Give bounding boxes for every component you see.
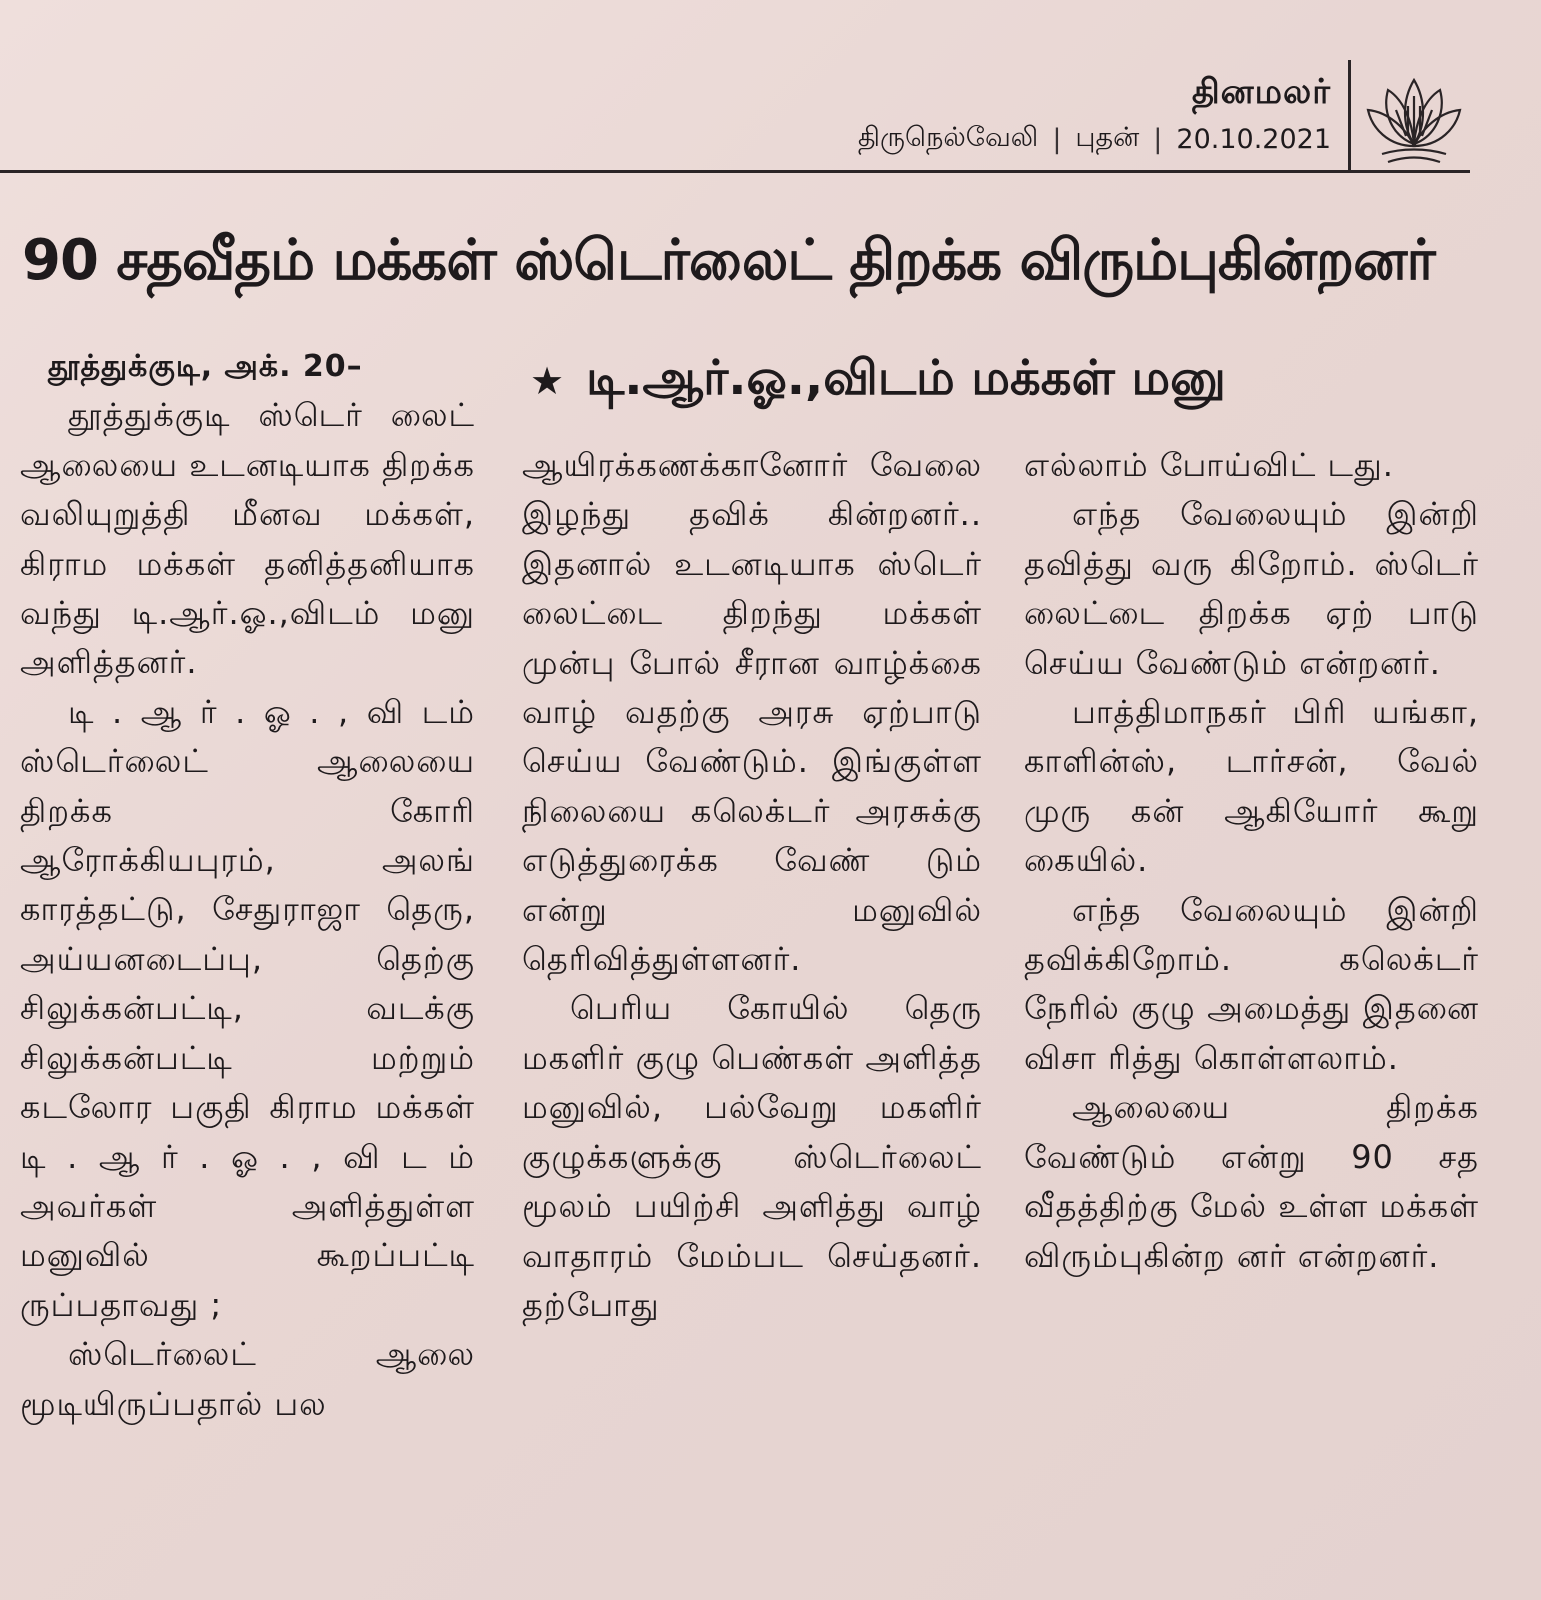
lotus-logo-icon [1362,66,1466,170]
article-column-2 [522,441,982,1330]
paragraph: ஆயிரக்கணக்கானோர் வேலை இழந்து தவிக் கின்றனர்.. இதனால் உடனடியாக ஸ்டெர் லைட்டை திறந்து மக்கள் முன்பு போல் சீரான வாழ்க்கை வாழ் வதற்கு அரசு ஏற்பாடு செய்ய வேண்டும். இங்குள்ள நிலையை கலெக்டர் அரசுக்கு எடுத்துரைக்க வேண் டும் என்று மனுவில் தெரிவித்துள்ளனர். [522,446,982,979]
masthead-rule [0,170,1470,173]
edition-separator: | [1153,124,1163,155]
edition-date: 20.10.2021 [1176,124,1331,155]
newspaper-name: தினமலர் [1191,72,1331,112]
article-subhead [530,350,1226,412]
edition-separator: | [1052,124,1062,155]
paragraph: எந்த வேலையும் இன்றி தவிக்கிறோம். கலெக்டர் நேரில் குழு அமைத்து இதனை விசா ரித்து கொள்ளலாம். [1024,890,1479,1077]
paragraph: ஆலையை திறக்க வேண்டும் என்று 90 சத வீதத்திற்கு மேல் உள்ள மக்கள் விரும்புகின்ற னர் என்றனர். [1024,1088,1479,1275]
article-column-3 [1024,441,1479,1281]
paragraph: பெரிய கோயில் தெரு மகளிர் குழு பெண்கள் அளித்த மனுவில், பல்வேறு மகளிர் குழுக்களுக்கு ஸ்டெர்லைட் மூலம் பயிற்சி அளித்து வாழ் வாதாரம் மேம்பட செய்தனர். தற்போது [522,989,982,1324]
paragraph: ஸ்டெர்லைட் ஆலை மூடியிருப்பதால் பல [20,1335,475,1423]
article-headline: 90 சதவீதம் மக்கள் ஸ்டெர்லைட் திறக்க விரும்புகின்றனர் [22,228,1435,293]
masthead [0,0,1541,172]
paragraph: தூத்துக்குடி ஸ்டெர் லைட் ஆலையை உடனடியாக திறக்க வலியுறுத்தி மீனவ மக்கள், கிராம மக்கள் தனித்தனியாக வந்து டி.ஆர்.ஓ.,விடம் மனு அளித்தனர். [20,396,475,682]
masthead-divider [1348,60,1351,172]
paragraph: பாத்திமாநகர் பிரி யங்கா, காளின்ஸ், டார்சன், வேல் முரு கன் ஆகியோர் கூறு கையில். [1024,693,1479,880]
edition-city: திருநெல்வேலி [857,122,1039,153]
article-dateline: தூத்துக்குடி, அக். 20– [48,349,363,384]
paragraph: எந்த வேலையும் இன்றி தவித்து வரு கிறோம். ஸ்டெர் லைட்டை திறக்க ஏற் பாடு செய்ய வேண்டும் என்றனர். [1024,495,1479,682]
edition-day: புதன் [1075,122,1140,153]
star-icon: ★ [530,359,565,403]
edition-line [858,122,1331,157]
article-column-1 [20,342,475,1429]
subhead-text: டி.ஆர்.ஓ.,விடம் மக்கள் மனு [586,350,1226,406]
paragraph: எல்லாம் போய்விட் டது. [1024,446,1394,484]
paragraph: டி . ஆ ர் . ஓ . , வி டம் ஸ்டெர்லைட் ஆலையை திறக்க கோரி ஆரோக்கியபுரம், அலங் காரத்தட்டு, சேதுராஜா தெரு, அய்யனடைப்பு, தெற்கு சிலுக்கன்பட்டி, வடக்கு சிலுக்கன்பட்டி மற்றும் கடலோர பகுதி கிராம மக்கள் டி . ஆ ர் . ஓ . , வி ட ம் அவர்கள் அளித்துள்ள மனுவில் கூறப்பட்டி ருப்பதாவது ; [20,692,475,1324]
